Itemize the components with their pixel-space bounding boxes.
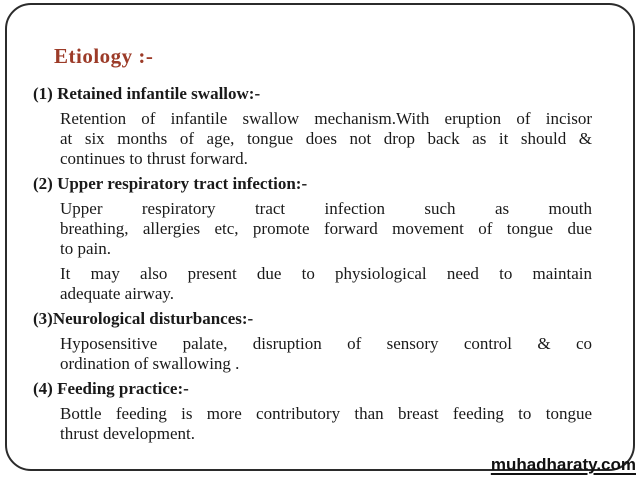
section-heading: (4) Feeding practice:- bbox=[33, 379, 189, 398]
text-line: at six months of age, tongue does not drop back as it should & bbox=[60, 129, 592, 148]
text-line: Bottle feeding is more contributory than breast feeding to tongue bbox=[60, 404, 592, 423]
section-paragraph bbox=[60, 404, 592, 444]
etiology-sections bbox=[33, 84, 592, 449]
section-paragraph bbox=[60, 109, 592, 169]
text-line: Retention of infantile swallow mechanism.With eruption of incisor bbox=[60, 109, 592, 128]
section-heading: (1) Retained infantile swallow:- bbox=[33, 84, 261, 103]
section bbox=[33, 379, 592, 444]
text-line: ordination of swallowing . bbox=[60, 354, 240, 373]
text-line: to pain. bbox=[60, 239, 111, 258]
text-line: It may also present due to physiological need to maintain bbox=[60, 264, 592, 283]
section-heading: (2) Upper respiratory tract infection:- bbox=[33, 174, 308, 193]
section bbox=[33, 174, 592, 304]
section bbox=[33, 309, 592, 374]
text-line: continues to thrust forward. bbox=[60, 149, 248, 168]
slide-title: Etiology :- bbox=[54, 44, 154, 68]
text-line: breathing, allergies etc, promote forward movement of tongue due bbox=[60, 219, 592, 238]
section-paragraph bbox=[60, 264, 592, 304]
section-heading: (3)Neurological disturbances:- bbox=[33, 309, 254, 328]
section bbox=[33, 84, 592, 169]
text-line: Hyposensitive palate, disruption of sensory control & co bbox=[60, 334, 592, 353]
text-line: thrust development. bbox=[60, 424, 196, 443]
watermark-muhadharaty: muhadharaty.com bbox=[490, 455, 636, 474]
section-paragraph bbox=[60, 199, 592, 259]
text-line: adequate airway. bbox=[60, 284, 175, 303]
section-paragraph bbox=[60, 334, 592, 374]
text-line: Upper respiratory tract infection such as mouth bbox=[60, 199, 592, 218]
